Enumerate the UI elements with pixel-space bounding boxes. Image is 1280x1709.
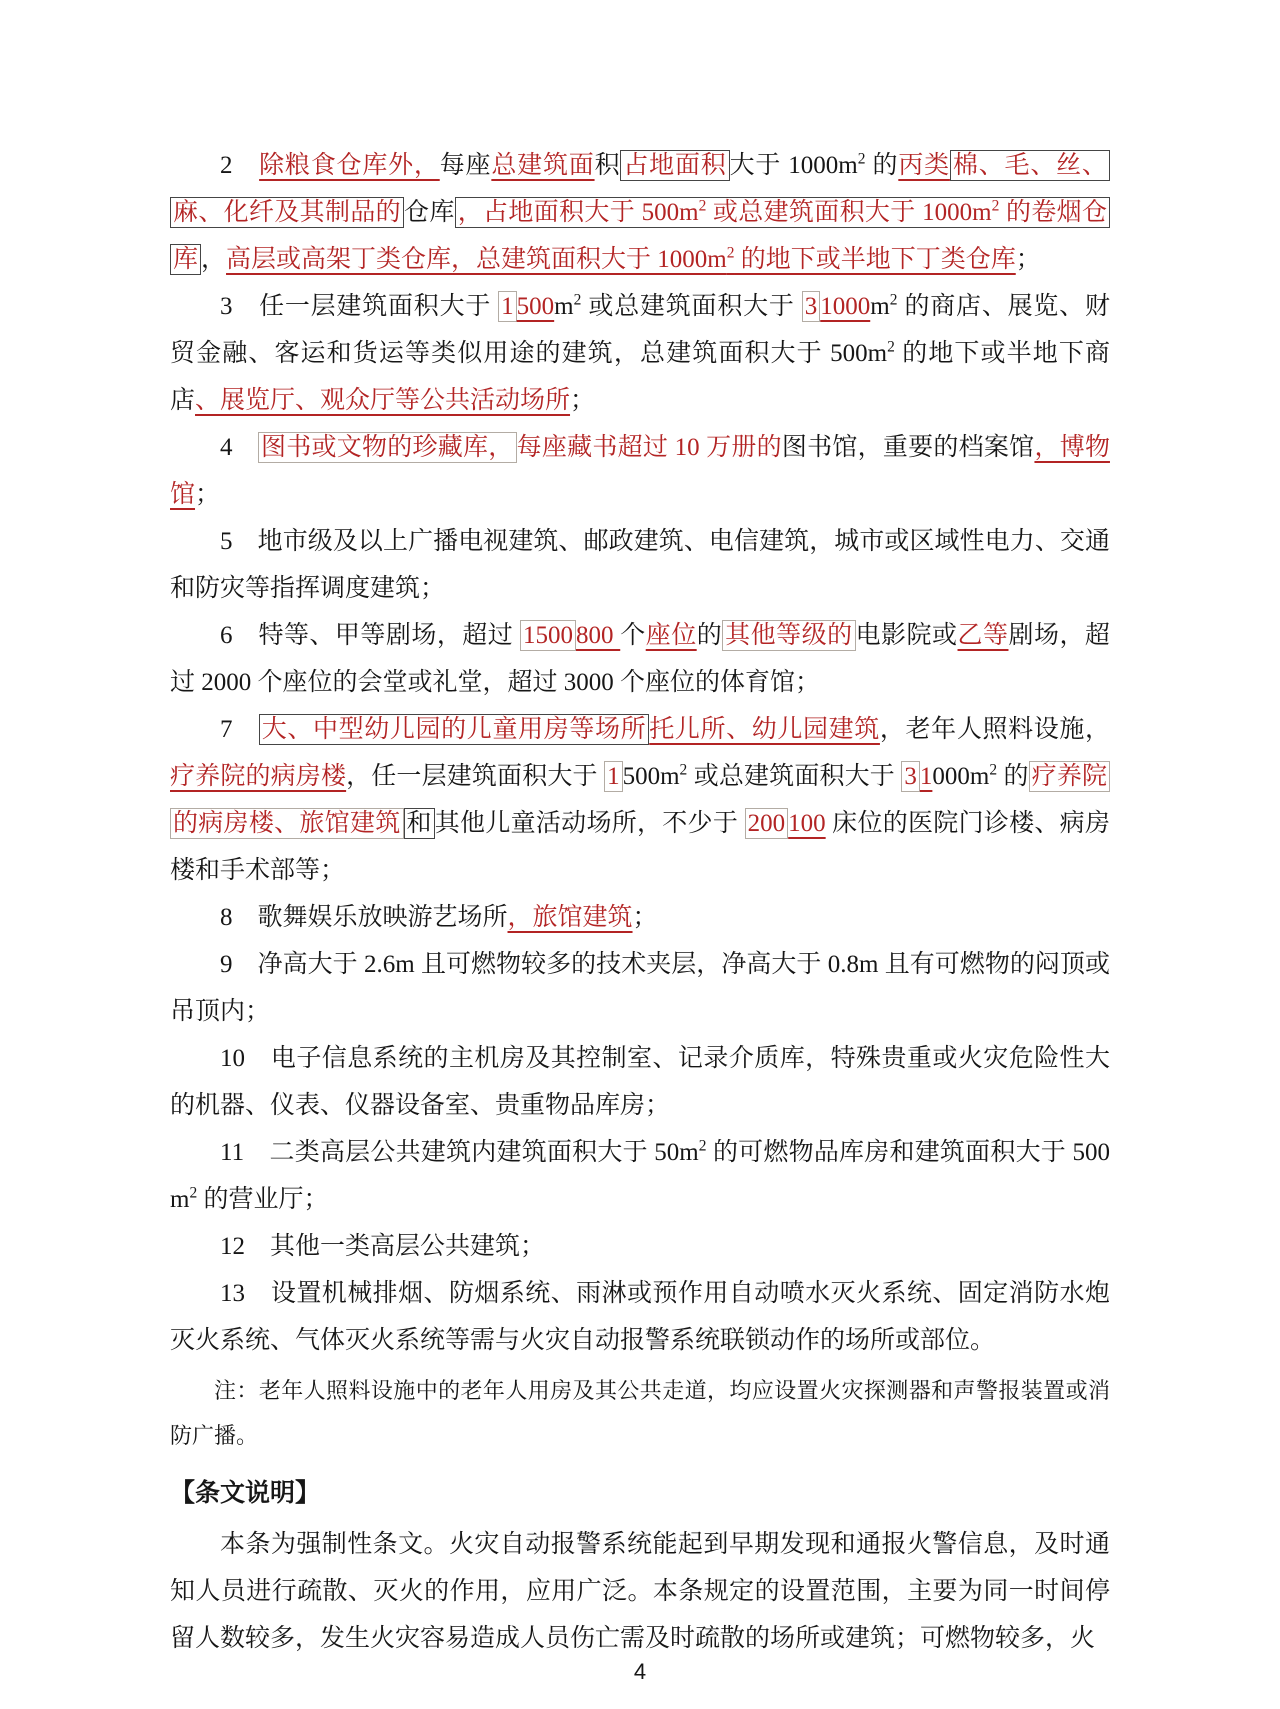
clause-note [170, 1368, 1110, 1458]
text-part: 每座藏书超过 10 万册的 [516, 434, 782, 461]
deleted-text-run [498, 291, 517, 322]
text-part: 疗养院的病房楼 [170, 763, 347, 790]
text-run [623, 763, 902, 790]
superscript: 2 [698, 1137, 707, 1155]
commentary-paragraph [170, 1521, 1110, 1662]
text-run [220, 622, 520, 649]
deleted-text-run [404, 808, 435, 839]
inserted-text-run [958, 622, 1009, 649]
text-part: 1000 [820, 293, 871, 320]
commentary-heading [170, 1470, 1110, 1517]
clause-item-2 [170, 142, 1110, 283]
inserted-text-run [649, 716, 880, 743]
text-part: 5 地市级及以上广播电视建筑、邮政建筑、电信建筑，城市或区域性电力、交通和防灾等指挥调度建筑； [170, 528, 1110, 602]
clause-item-13 [170, 1270, 1110, 1364]
text-part: 3 任一层建筑面积大于 [220, 293, 499, 320]
text-part: ； [195, 481, 221, 508]
inserted-text-run [920, 763, 933, 790]
deleted-text-run [604, 761, 623, 792]
text-part: 占地面积 [623, 152, 727, 179]
deleted-text-run [258, 432, 517, 463]
text-part: 其他等级的 [725, 622, 853, 649]
text-part: 注：老年人照料设施中的老年人用房及其公共走道，均应设置火灾探测器和声警报装置或消防广播。 [170, 1378, 1110, 1448]
text-run [220, 1233, 545, 1260]
superscript: 2 [991, 197, 1000, 215]
text-part: 3 [804, 293, 818, 320]
superscript: 2 [189, 1184, 198, 1202]
text-part: ，老年人照料设施， [879, 716, 1110, 743]
text-run [595, 152, 621, 179]
clause-item-11 [170, 1129, 1110, 1223]
deleted-text-run [520, 620, 576, 651]
text-part: 电影院或 [855, 622, 958, 649]
text-run [220, 434, 258, 461]
text-part: 除粮食仓库外， [259, 152, 440, 179]
text-run [170, 951, 1110, 1025]
superscript: 2 [679, 761, 688, 779]
text-run [170, 1479, 320, 1507]
inserted-text-run [820, 293, 870, 320]
text-part: 的卷烟仓库 [173, 199, 1107, 273]
text-part: 图书或文物的珍藏库， [261, 434, 514, 461]
text-part: 1500 [523, 622, 573, 649]
text-part: 疗养院的病房楼、旅馆建筑 [173, 763, 1107, 837]
inserted-text-run [508, 904, 633, 931]
page-number: 4 [633, 1659, 647, 1684]
text-run [554, 293, 802, 320]
text-part: 仓库 [404, 199, 455, 226]
text-part: 7 [220, 716, 259, 743]
superscript: 2 [726, 244, 735, 262]
text-run [220, 293, 498, 320]
text-part: 本条为强制性条文。火灾自动报警系统能起到早期发现和通报火警信息，及时通知人员进行疏散、灭火的作用，应用广泛。本条规定的设置范围，主要为同一时间停留人数较多，发生火灾容易造成人员伤亡需及时疏散的场所或建筑；可燃物较多，火 [170, 1531, 1110, 1652]
clause-item-5 [170, 518, 1110, 612]
text-part: 12 其他一类高层公共建筑； [220, 1233, 546, 1260]
clause-item-9 [170, 941, 1110, 1035]
superscript: 2 [889, 291, 898, 309]
text-part: 的可燃物品库房和建筑面积大于 500m [170, 1139, 1110, 1213]
text-part: 6 特等、甲等剧场，超过 [220, 622, 520, 649]
text-part: ； [632, 904, 658, 931]
text-part: 1 [607, 763, 620, 790]
inserted-text-run [170, 763, 346, 790]
text-part: 11 二类高层公共建筑内建筑面积大于 50m [220, 1139, 699, 1166]
inserted-text-run [788, 810, 826, 837]
text-run [170, 1531, 1110, 1652]
text-part: 其他儿童活动场所，不少于 [434, 810, 745, 837]
text-part: 或总建筑面积大于 [581, 293, 802, 320]
text-run [932, 763, 1028, 790]
text-part: 或总建筑面积大于 [687, 763, 902, 790]
text-run [220, 904, 508, 931]
inserted-text-run [491, 152, 594, 179]
text-part: ，博物馆 [170, 434, 1110, 508]
superscript: 2 [573, 291, 582, 309]
text-part: 500m [622, 763, 680, 790]
deleted-text-run [722, 620, 855, 651]
text-run [220, 152, 259, 179]
inserted-text-run [259, 152, 440, 179]
superscript: 2 [698, 197, 707, 215]
text-run [570, 387, 595, 414]
superscript: 2 [857, 150, 866, 168]
text-part: 托儿所、幼儿园建筑 [649, 716, 880, 743]
text-run [1016, 246, 1041, 273]
text-run [220, 716, 259, 743]
text-part: 或总建筑面积大于 1000m [706, 199, 992, 226]
deleted-text-run [620, 150, 729, 181]
clause-item-7 [170, 706, 1110, 894]
clause-item-8 [170, 894, 1110, 941]
text-run [620, 622, 645, 649]
text-part: 200 [747, 810, 786, 837]
text-part: 的营业厅； [197, 1186, 329, 1213]
text-run [170, 1280, 1110, 1354]
deleted-text-run [259, 714, 649, 745]
text-part: 棉、毛、丝、麻、化纤及其制品的 [173, 152, 1107, 226]
text-run [195, 481, 220, 508]
text-part: 丙类 [898, 152, 950, 179]
clause-item-10 [170, 1035, 1110, 1129]
text-part: ，任一层建筑面积大于 [346, 763, 605, 790]
text-run [346, 763, 604, 790]
inserted-text-run [226, 246, 1016, 273]
text-part: 10 电子信息系统的主机房及其控制室、记录介质库，特殊贵重或火灾危险性大的机器、仪表、仪器设备室、贵重物品库房； [170, 1045, 1110, 1119]
text-part: ，占地面积大于 500m [457, 199, 699, 226]
text-part: m [554, 293, 574, 320]
text-run [170, 1378, 1110, 1448]
deleted-text-run [802, 291, 821, 322]
text-part: 2 [220, 152, 260, 179]
text-part: ， [201, 246, 227, 273]
text-part: 1 [919, 763, 933, 790]
text-run [782, 434, 1035, 461]
text-part: 座位 [645, 622, 697, 649]
clause-item-12 [170, 1223, 1110, 1270]
inserted-text-run [646, 622, 697, 649]
text-part: 乙等 [957, 622, 1009, 649]
text-part: 和 [406, 810, 432, 837]
text-run [730, 152, 899, 179]
text-part: 000m [932, 763, 990, 790]
text-run [856, 622, 958, 649]
text-part: 9 净高大于 2.6m 且可燃物较多的技术夹层，净高大于 0.8m 且有可燃物的闷顶或吊顶内； [170, 951, 1110, 1025]
text-run [170, 1139, 1110, 1213]
inserted-text-run [576, 622, 620, 649]
text-part: 、展览厅、观众厅等公共活动场所 [195, 387, 571, 414]
text-run [880, 716, 1110, 743]
deleted-text-run [901, 761, 920, 792]
clause-item-6 [170, 612, 1110, 706]
text-part: m [870, 293, 890, 320]
text-part: 的 [865, 152, 899, 179]
text-part: 剧场，超过 2000 个座位的会堂或礼堂，超过 3000 个座位的体育馆； [170, 622, 1110, 696]
text-run [170, 1045, 1110, 1119]
text-part: 的 [997, 763, 1029, 790]
text-run [170, 528, 1110, 602]
text-part: 800 [576, 622, 621, 649]
clause-item-4 [170, 424, 1110, 518]
text-part: 500 [516, 293, 555, 320]
text-part: 100 [788, 810, 826, 837]
text-part: 的 [696, 622, 723, 649]
text-part: 个 [620, 622, 646, 649]
text-part: 4 [220, 434, 259, 461]
inserted-text-run [517, 293, 555, 320]
text-part: ，旅馆建筑 [507, 904, 633, 931]
text-part: ； [570, 387, 596, 414]
text-part: 床位的医院门诊楼、病房楼和手术部等； [170, 810, 1110, 884]
text-part: 高层或高架丁类仓库，总建筑面积大于 1000m [226, 246, 727, 273]
inserted-text-run [195, 387, 570, 414]
text-run [404, 199, 455, 226]
text-part: 大于 1000m [729, 152, 858, 179]
text-part: ； [1015, 246, 1041, 273]
text-part: 的商店、展览、财贸金融、客运和货运等类似用途的建筑，总建筑面积大于 500m [170, 293, 1110, 367]
text-run [697, 622, 722, 649]
text-run [435, 810, 745, 837]
text-part: 的地下或半地下商店 [170, 340, 1110, 414]
text-part: 1 [501, 293, 514, 320]
text-part: 总建筑面 [491, 152, 595, 179]
deleted-text-run [745, 808, 789, 839]
text-part: 8 歌舞娱乐放映游艺场所 [220, 904, 508, 931]
text-part: 每座 [439, 152, 492, 179]
text-part: 【条文说明】 [170, 1479, 321, 1507]
revised-text-run [517, 434, 782, 461]
clause-item-3 [170, 283, 1110, 424]
text-part: 图书馆，重要的档案馆 [781, 434, 1035, 461]
text-run [201, 246, 226, 273]
superscript: 2 [887, 338, 895, 356]
text-part: 大、中型幼儿园的儿童用房等场所 [261, 716, 647, 743]
superscript: 2 [989, 761, 998, 779]
text-part: 3 [904, 763, 917, 790]
inserted-text-run [898, 152, 950, 179]
text-run [633, 904, 658, 931]
text-part: 的地下或半地下丁类仓库 [734, 246, 1016, 273]
text-part: 积 [594, 152, 621, 179]
text-run [440, 152, 492, 179]
text-part: 13 设置机械排烟、防烟系统、雨淋或预作用自动喷水灭火系统、固定消防水炮灭火系统、气体灭火系统等需与火灾自动报警系统联锁动作的场所或部位。 [170, 1280, 1110, 1354]
